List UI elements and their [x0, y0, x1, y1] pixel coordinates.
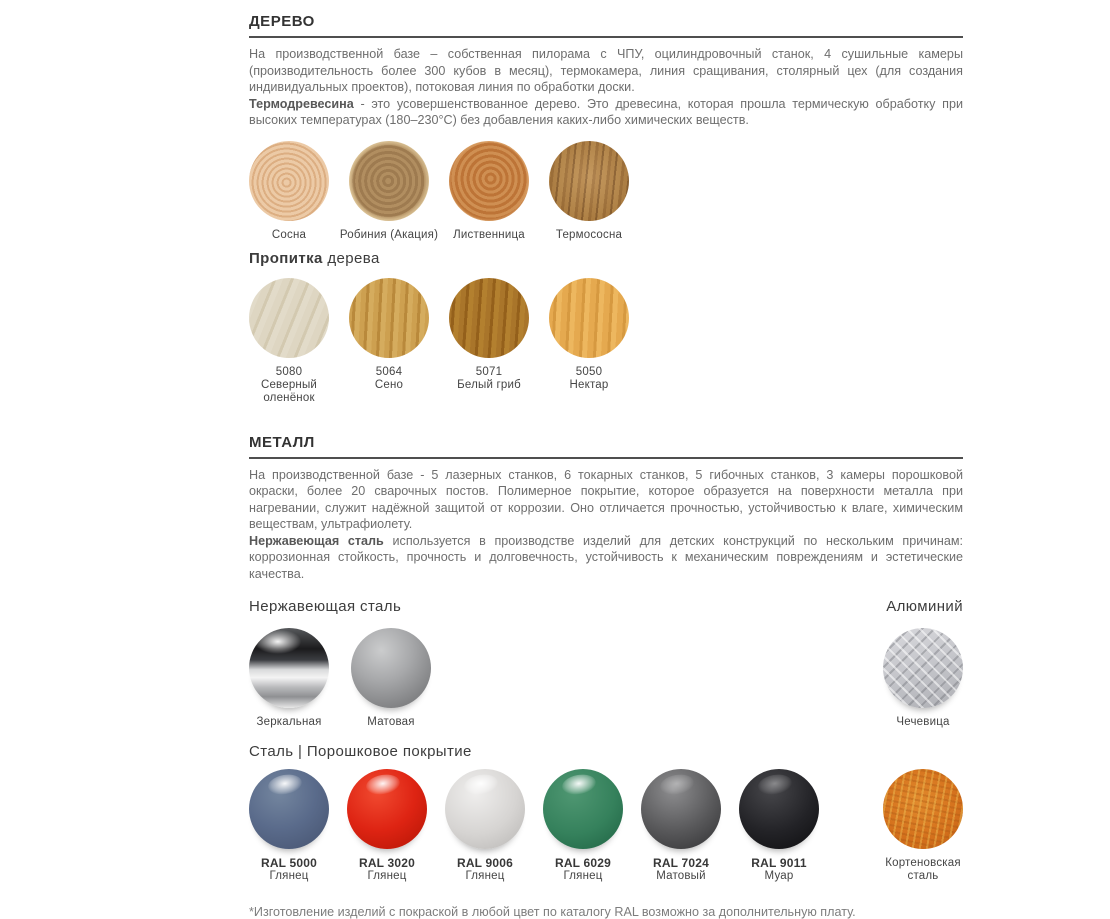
- wood-paragraph-text: На производственной базе – собственная пилорама с ЧПУ, оцилиндровочный станок, 4 сушильные камеры (производительность более 300 кубов в месяц), термокамера, линия сращивания, столярный цех (для создания индивидуальных проектов), потоковая линия по обработки доски.: [249, 47, 963, 94]
- page-content: [249, 0, 963, 919]
- swatch-robinia: [339, 141, 439, 242]
- ral-5000-circle: [249, 769, 329, 849]
- swatch-imp-5050: [549, 278, 629, 392]
- ral-swatches: [249, 769, 819, 883]
- ral-7024-circle: [641, 769, 721, 849]
- thermopine-label: Термососна: [555, 228, 623, 241]
- swatch-ral-5000: [249, 769, 329, 883]
- metal-paragraph-production: [249, 467, 963, 533]
- wood-section-title: ДЕРЕВО: [249, 13, 315, 30]
- lentil-aluminum-label: Чечевица: [896, 716, 950, 728]
- impregnation-title: [249, 250, 963, 268]
- robinia-label: Робиния (Акация): [339, 228, 439, 241]
- matte-steel-label: Матовая: [367, 716, 415, 728]
- aluminum-row: [883, 628, 963, 729]
- thermopine-circle: [549, 141, 629, 221]
- imp-5064-label: 5064 Сено: [374, 365, 404, 391]
- swatch-pine: [249, 141, 329, 242]
- imp-5071-label: 5071 Белый гриб: [457, 365, 521, 391]
- swatch-matte-steel: [351, 628, 431, 729]
- stainless-group: [249, 598, 431, 729]
- mirror-steel-label: Зеркальная: [256, 716, 322, 728]
- corten-steel-label: Кортеновская сталь: [885, 857, 961, 882]
- ral-footnote: *Изготовление изделий с покраской в любой цвет по каталогу RAL возможно за дополнительную плату.: [249, 905, 856, 919]
- aluminum-title: Алюминий: [886, 598, 963, 615]
- swatch-ral-9011: [739, 769, 819, 883]
- wood-description: [249, 46, 963, 129]
- ral-6029-circle: [543, 769, 623, 849]
- wood-paragraph-production: [249, 46, 963, 96]
- pine-circle: [249, 141, 329, 221]
- swatch-corten-steel: [883, 769, 963, 883]
- mirror-steel-circle: [249, 628, 329, 708]
- imp-5050-circle: [549, 278, 629, 358]
- ral-9006-label: RAL 9006 Глянец: [456, 856, 514, 882]
- ral-3020-label: RAL 3020 Глянец: [358, 856, 416, 882]
- wood-species-row: [249, 141, 963, 242]
- ral-3020-circle: [347, 769, 427, 849]
- metal-paragraph-text: На производственной базе - 5 лазерных станков, 6 токарных станков, 5 гибочных станков, 3 камеры порошковой окраски, более 20 сварочных постов. Полимерное покрытие, которое образуется на поверхности металла при нагревании, служит надёжной защитой от коррозии. Оно отличается прочностью, устойчивостью к влаге, химическим веществам, ультрафиолету.: [249, 467, 963, 531]
- swatch-thermopine: [549, 141, 629, 242]
- ral-6029-label: RAL 6029 Глянец: [554, 856, 612, 882]
- swatch-ral-3020: [347, 769, 427, 883]
- swatch-imp-5071: [449, 278, 529, 392]
- imp-5050-label: 5050 Нектар: [569, 365, 609, 391]
- ral-9011-label: RAL 9011 Муар: [751, 856, 807, 882]
- swatch-larch: [449, 141, 529, 242]
- imp-5071-circle: [449, 278, 529, 358]
- larch-label: Лиственница: [453, 228, 525, 241]
- ral-7024-label: RAL 7024 Матовый: [652, 856, 710, 882]
- impregnation-title-rest: дерева: [322, 249, 380, 267]
- impregnation-title-strong: Пропитка: [249, 249, 323, 267]
- imp-5064-circle: [349, 278, 429, 358]
- swatch-ral-9006: [445, 769, 525, 883]
- metal-section-title: МЕТАЛЛ: [249, 433, 315, 451]
- stainless-row: [249, 628, 431, 729]
- metal-paragraph-stainless: [249, 533, 963, 583]
- wood-section-divider: [249, 36, 963, 38]
- metal-description: [249, 467, 963, 583]
- imp-5080-label: 5080 Северный оленёнок: [260, 365, 318, 404]
- stainless-term: Нержавеющая сталь: [249, 533, 384, 548]
- pine-label: Сосна: [271, 228, 307, 241]
- metal-section: [249, 421, 963, 884]
- wood-section: [249, 0, 963, 405]
- stainless-definition: используется в производстве изделий для детских конструкций по нескольким причинам: коррозионная стойкость, прочность и долговечность, устойчивость к механическим повреждениям и эстетические качества.: [249, 533, 963, 581]
- corten-steel-circle: [883, 769, 963, 849]
- swatch-imp-5080: [249, 278, 329, 405]
- thermowood-definition: - это усовершенствованное дерево. Это древесина, которая прошла термическую обработку при высоких температурах (180–230°C) без добавления каких-либо химических веществ.: [249, 96, 963, 127]
- ral-9006-circle: [445, 769, 525, 849]
- stainless-title: Нержавеющая сталь: [249, 598, 402, 615]
- swatch-lentil-aluminum: [883, 628, 963, 729]
- metal-section-divider: [249, 457, 963, 459]
- matte-steel-circle: [351, 628, 431, 708]
- metal-swatch-columns: [249, 598, 963, 729]
- swatch-ral-7024: [641, 769, 721, 883]
- larch-circle: [449, 141, 529, 221]
- lentil-aluminum-circle: [883, 628, 963, 708]
- aluminum-group: [883, 598, 963, 729]
- swatch-ral-6029: [543, 769, 623, 883]
- powder-coating-title: Сталь | Порошковое покрытие: [249, 743, 472, 760]
- robinia-circle: [349, 141, 429, 221]
- ral-5000-label: RAL 5000 Глянец: [260, 856, 318, 882]
- wood-paragraph-thermowood: [249, 96, 963, 129]
- powder-coating-row: [249, 769, 963, 883]
- impregnation-row: [249, 278, 963, 405]
- swatch-mirror-steel: [249, 628, 329, 729]
- imp-5080-circle: [249, 278, 329, 358]
- thermowood-term: Термодревесина: [249, 96, 354, 111]
- swatch-imp-5064: [349, 278, 429, 392]
- ral-9011-circle: [739, 769, 819, 849]
- corten-swatch: [883, 769, 963, 883]
